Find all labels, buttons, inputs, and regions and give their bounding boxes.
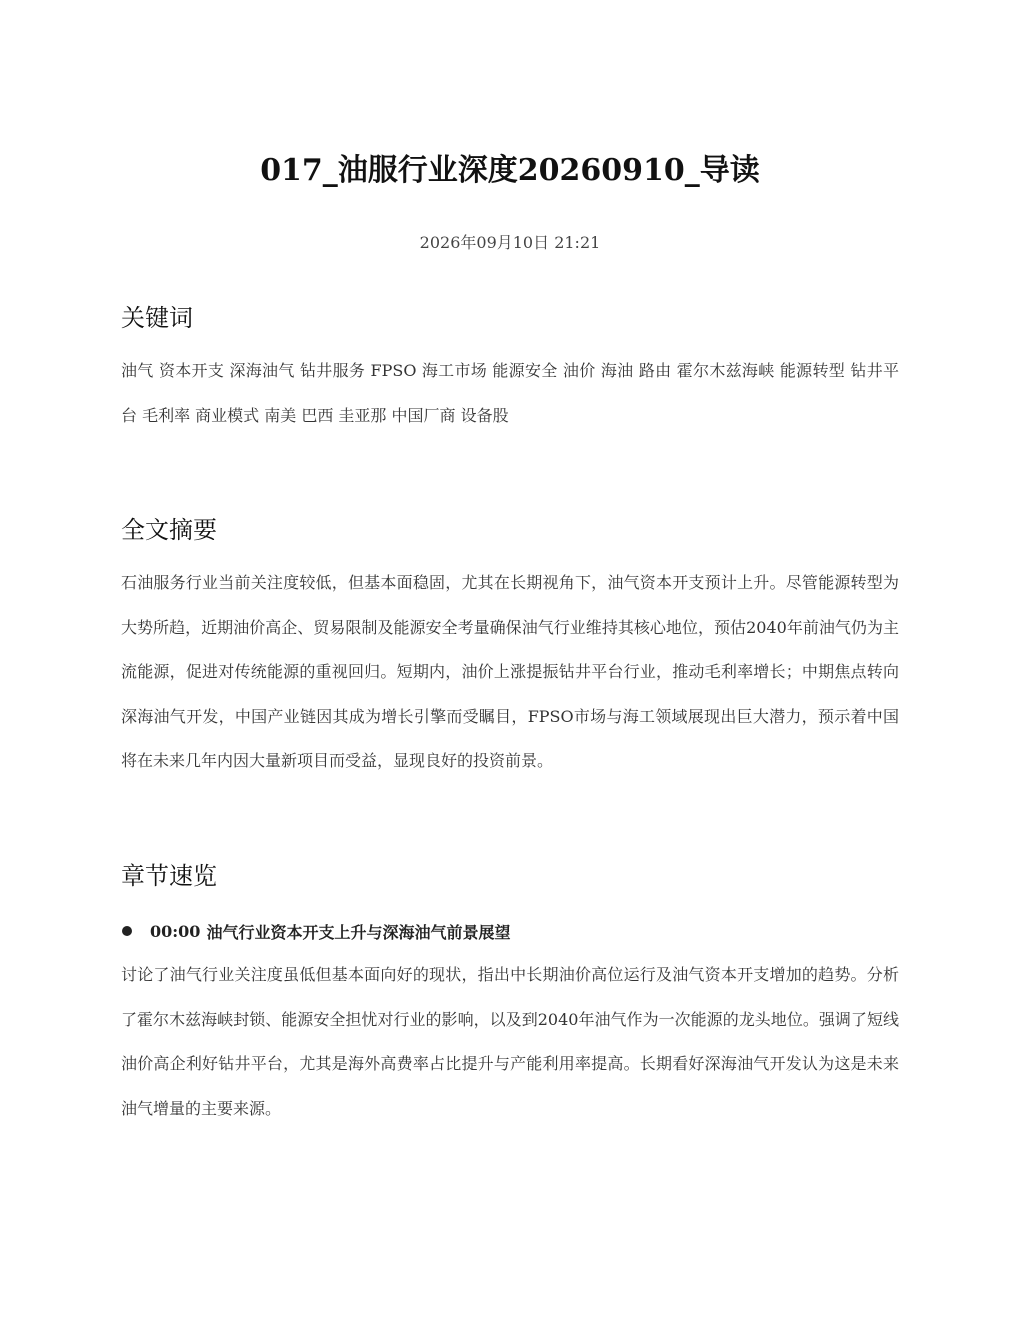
chapter-description: 讨论了油气行业关注度虽低但基本面向好的现状，指出中长期油价高位运行及油气资本开支增加的趋势。分析了霍尔木兹海峡封锁、能源安全担忧对行业的影响，以及到2040年油气作为一次能源的龙头地位。强调了短线油价高企利好钻井平台，尤其是海外高费率占比提升与产能利用率提高。长期看好深海油气开发认为这是未来油气增量的主要来源。 [121,965,899,1118]
chapter-item [121,916,899,946]
chapter-time: 00:00 [150,921,201,941]
document-title: 017_油服行业深度20260910_导读 [260,153,760,188]
chapter-title: 油气行业资本开支上升与深海油气前景展望 [206,922,511,942]
keywords-heading: 关键词 [121,304,193,332]
summary-heading: 全文摘要 [121,516,217,544]
summary-text: 石油服务行业当前关注度较低，但基本面稳固，尤其在长期视角下，油气资本开支预计上升。尽管能源转型为大势所趋，近期油价高企、贸易限制及能源安全考量确保油气行业维持其核心地位，预估2040年前油气仍为主流能源，促进对传统能源的重视回归。短期内，油价上涨提振钻井平台行业，推动毛利率增长；中期焦点转向深海油气开发，中国产业链因其成为增长引擎而受瞩目，FPSO市场与海工领域展现出巨大潜力，预示着中国将在未来几年内因大量新项目而受益，显现良好的投资前景。 [121,573,899,770]
chapters-heading: 章节速览 [121,862,217,890]
bullet-icon [122,926,132,936]
keywords-text: 油气 资本开支 深海油气 钻井服务 FPSO 海工市场 能源安全 油价 海油 路由 霍尔木兹海峡 能源转型 钻井平台 毛利率 商业模式 南美 巴西 圭亚那 中国厂商 设备股 [121,361,899,425]
document-date: 2026年09月10日 21:21 [419,233,601,252]
